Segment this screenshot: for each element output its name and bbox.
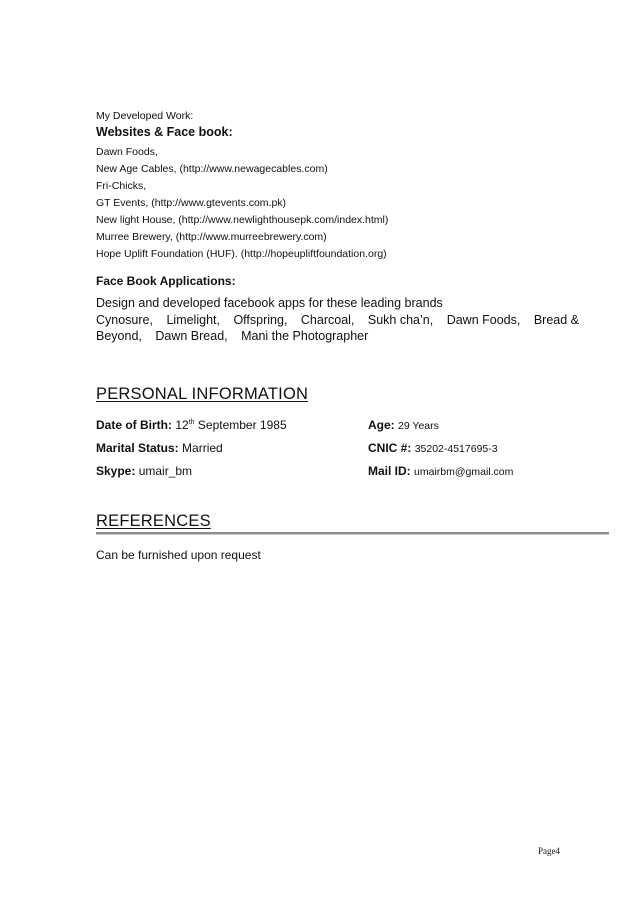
references-text: Can be furnished upon request xyxy=(96,548,261,562)
brand-name: Dawn Foods, xyxy=(446,313,521,327)
cnic-field xyxy=(368,441,498,455)
brand-name: Cynosure, xyxy=(96,313,153,327)
list-item: GT Events, (http://www.gtevents.com.pk) xyxy=(96,197,287,209)
section-divider xyxy=(96,532,609,535)
skype-field xyxy=(96,464,192,478)
dob-day: 12 xyxy=(175,418,189,432)
age-value: 29 Years xyxy=(398,420,439,432)
brand-name: Beyond, xyxy=(96,329,142,343)
list-item: New light House, (http://www.newlighthousepk.com/index.html) xyxy=(96,214,389,226)
dob-label: Date of Birth: xyxy=(96,418,172,432)
brand-name: Bread & xyxy=(533,313,580,327)
list-item: Hope Uplift Foundation (HUF). (http://hopeupliftfoundation.org) xyxy=(96,248,387,260)
list-item: Murree Brewery, (http://www.murreebrewery.com) xyxy=(96,231,327,243)
marital-value: Married xyxy=(182,441,223,455)
websites-heading: Websites & Face book: xyxy=(96,125,233,139)
list-item: Fri-Chicks, xyxy=(96,180,147,192)
mail-label: Mail ID: xyxy=(368,464,411,478)
age-field xyxy=(368,418,439,432)
brand-name: Mani the Photographer xyxy=(241,329,369,343)
cnic-label: CNIC #: xyxy=(368,441,412,455)
list-item: Dawn Foods, xyxy=(96,146,158,158)
dob-suffix: th xyxy=(188,419,195,426)
dob-rest: September 1985 xyxy=(197,418,287,432)
dob-field xyxy=(96,418,287,432)
references-heading: REFERENCES xyxy=(96,512,211,530)
list-item: New Age Cables, (http://www.newagecables.com) xyxy=(96,163,328,175)
work-intro: My Developed Work: xyxy=(96,110,194,122)
marital-field xyxy=(96,441,223,455)
skype-value: umair_bm xyxy=(138,464,193,478)
brand-name: Sukh cha’n, xyxy=(367,313,434,327)
brand-list-line-1 xyxy=(96,313,589,327)
cnic-value: 35202-4517695-3 xyxy=(414,443,498,455)
page-number: Page4 xyxy=(538,846,560,856)
mail-value: umairbm@gmail.com xyxy=(414,466,514,478)
mail-field xyxy=(368,464,513,478)
facebook-apps-description: Design and developed facebook apps for these leading brands xyxy=(96,296,443,310)
age-label: Age: xyxy=(368,418,395,432)
brand-list-line-2 xyxy=(96,329,378,343)
brand-name: Offspring, xyxy=(233,313,288,327)
facebook-apps-heading: Face Book Applications: xyxy=(96,274,236,288)
brand-name: Charcoal, xyxy=(300,313,355,327)
brand-name: Limelight, xyxy=(166,313,220,327)
skype-label: Skype: xyxy=(96,464,136,478)
marital-label: Marital Status: xyxy=(96,441,179,455)
brand-name: Dawn Bread, xyxy=(155,329,228,343)
personal-info-heading: PERSONAL INFORMATION xyxy=(96,385,309,403)
